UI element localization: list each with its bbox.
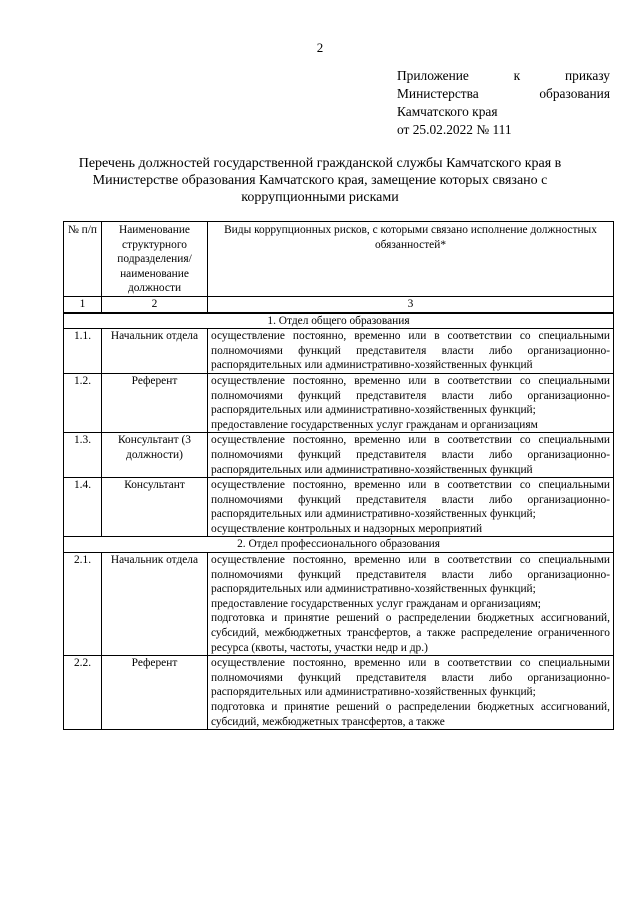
risk-item: предоставление государственных услуг гражданам и организациям; xyxy=(211,597,541,610)
risk-item: осуществление постоянно, временно или в соответствии со специальными полномочиями функций представителя власти либо организационно-распорядительных или административно-хозяйственных функций xyxy=(211,330,610,372)
risk-list xyxy=(208,478,614,537)
risk-item: осуществление постоянно, временно или в соответствии со специальными полномочиями функций представителя власти либо организационно-распорядительных или административно-хозяйственных функций xyxy=(211,434,610,476)
table-body xyxy=(64,313,614,730)
risk-item: осуществление контрольных и надзорных мероприятий xyxy=(211,522,483,535)
row-number: 2.1. xyxy=(64,553,102,656)
position-name: Консультант (3 должности) xyxy=(102,433,208,478)
row-number: 1.1. xyxy=(64,329,102,374)
position-name: Референт xyxy=(102,656,208,730)
header-position: Наименование структурного подразделения/ наименование должности xyxy=(102,222,208,297)
table-row xyxy=(64,656,614,730)
risk-list xyxy=(208,373,614,432)
risk-item: осуществление постоянно, временно или в соответствии со специальными полномочиями функций представителя власти либо организационно-распорядительных или административно-хозяйственных функций; xyxy=(211,479,610,521)
risk-item: осуществление постоянно, временно или в соответствии со специальными полномочиями функций представителя власти либо организационно-распорядительных или административно-хозяйственных функций; xyxy=(211,657,610,699)
position-name: Начальник отдела xyxy=(102,329,208,374)
risk-item: осуществление постоянно, временно или в соответствии со специальными полномочиями функций представителя власти либо организационно-распорядительных или административно-хозяйственных функций; xyxy=(211,374,610,417)
risk-list xyxy=(208,433,614,478)
appendix-block xyxy=(397,67,610,139)
table-row xyxy=(64,478,614,537)
section-row xyxy=(64,537,614,553)
appendix-line: Министерства образования xyxy=(397,86,610,101)
header-risks: Виды коррупционных рисков, с которыми связано исполнение должностных обязанностей* xyxy=(208,222,614,297)
risk-list xyxy=(208,329,614,374)
table-row xyxy=(64,329,614,374)
risk-item: подготовка и принятие решений о распределении бюджетных ассигнований, субсидий, межбюджетных трансфертов, а также xyxy=(211,701,610,728)
table-row xyxy=(64,553,614,656)
risks-table xyxy=(63,221,614,730)
risk-item: подготовка и принятие решений о распределении бюджетных ассигнований, субсидий, межбюджетных трансфертов, а также распределение ограниченного ресурса (квоты, частоты, участки недр и др.) xyxy=(211,612,610,654)
row-number: 1.3. xyxy=(64,433,102,478)
row-number: 2.2. xyxy=(64,656,102,730)
column-index: 1 xyxy=(64,296,102,312)
section-title: 2. Отдел профессионального образования xyxy=(64,537,614,553)
position-name: Консультант xyxy=(102,478,208,537)
position-name: Референт xyxy=(102,373,208,432)
risk-list xyxy=(208,553,614,656)
appendix-line: от 25.02.2022 № 111 xyxy=(397,122,512,137)
column-index-row xyxy=(64,296,614,312)
table-row xyxy=(64,433,614,478)
section-row xyxy=(64,313,614,329)
appendix-line: Камчатского края xyxy=(397,104,498,119)
row-number: 1.4. xyxy=(64,478,102,537)
section-title: 1. Отдел общего образования xyxy=(64,313,614,329)
row-number: 1.2. xyxy=(64,373,102,432)
table-header-row xyxy=(64,222,614,297)
document-title: Перечень должностей государственной гражданской службы Камчатского края в Министерстве образования Камчатского края, замещение которых связано с коррупционными рисками xyxy=(78,156,562,205)
risk-list xyxy=(208,656,614,730)
risk-item: осуществление постоянно, временно или в соответствии со специальными полномочиями функций представителя власти либо организационно-распорядительных или административно-хозяйственных функций; xyxy=(211,554,610,596)
risk-item: предоставление государственных услуг гражданам и организациям xyxy=(211,418,538,431)
column-index: 2 xyxy=(102,296,208,312)
appendix-line: Приложение к приказу xyxy=(397,68,610,83)
page-number: 2 xyxy=(316,40,324,55)
header-num: № п/п xyxy=(64,222,102,297)
table-row xyxy=(64,373,614,432)
column-index: 3 xyxy=(208,296,614,312)
position-name: Начальник отдела xyxy=(102,553,208,656)
